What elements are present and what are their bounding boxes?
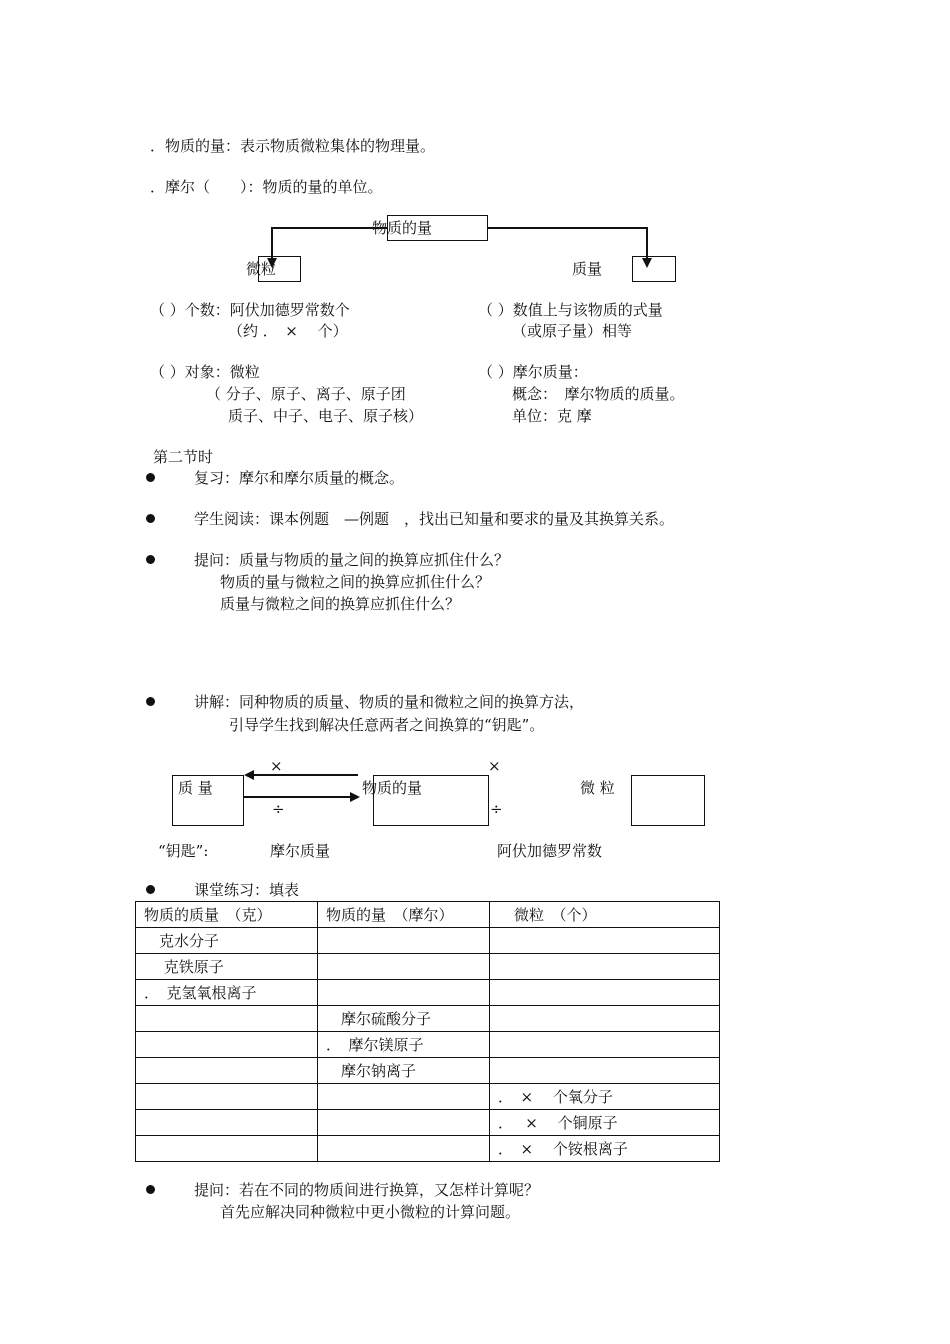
table-cell[interactable]: ． 摩尔镁原子 — [318, 1032, 490, 1058]
final-question-1: 提问：若在不同的物质间进行换算，又怎样计算呢？ — [194, 1181, 540, 1199]
table-cell[interactable] — [490, 1058, 720, 1084]
table-row — [136, 928, 720, 954]
lesson-heading: 第二节时 — [153, 448, 214, 466]
question-text-2: 物质的量与微粒之间的换算应抓住什么？ — [220, 573, 491, 591]
object-list-1: （ 分子、原子、离子、原子团 — [206, 385, 406, 403]
amount-label: 物质的量 — [372, 219, 433, 237]
object-list-2: 质子、中子、电子、原子核） — [228, 407, 424, 425]
table-cell[interactable] — [136, 1084, 318, 1110]
table-cell[interactable] — [318, 1084, 490, 1110]
divide-sign: ÷ — [272, 800, 285, 818]
key-molar-mass: 摩尔质量 — [270, 842, 331, 860]
header-particles: 微粒 （个） — [490, 902, 720, 928]
key-label: “钥匙”: — [158, 842, 209, 860]
particle-label: 微粒 — [246, 260, 277, 278]
table-cell[interactable] — [318, 1110, 490, 1136]
table-cell[interactable] — [318, 928, 490, 954]
review-text: 复习：摩尔和摩尔质量的概念。 — [194, 469, 405, 487]
bullet-icon — [146, 885, 155, 894]
molar-mass-line: （ ）摩尔质量： — [478, 363, 588, 381]
mass-box-label: 质 量 — [178, 779, 213, 797]
count-approx: （约 ． × 个） — [228, 322, 348, 340]
table-cell[interactable]: ． 克氢氧根离子 — [136, 980, 318, 1006]
value-line: （ ）数值上与该物质的式量 — [478, 301, 663, 319]
table-cell[interactable] — [136, 1058, 318, 1084]
table-cell[interactable] — [490, 928, 720, 954]
header-mass: 物质的质量 （克） — [136, 902, 318, 928]
practice-title: 课堂练习：填表 — [194, 881, 300, 899]
table-cell[interactable] — [490, 1006, 720, 1032]
question-text-1: 提问：质量与物质的量之间的换算应抓住什么？ — [194, 551, 510, 569]
explain-text-2: 引导学生找到解决任意两者之间换算的“钥匙”。 — [229, 716, 545, 734]
table-cell[interactable] — [318, 1136, 490, 1162]
explain-text-1: 讲解：同种物质的质量、物质的量和微粒之间的换算方法， — [194, 693, 585, 711]
table-cell[interactable] — [490, 1032, 720, 1058]
table-cell[interactable] — [136, 1006, 318, 1032]
header-amount: 物质的量 （摩尔） — [318, 902, 490, 928]
multiply-sign: × — [488, 757, 501, 775]
table-row — [136, 1084, 720, 1110]
reading-text: 学生阅读：课本例题 —例题 ，找出已知量和要求的量及其换算关系。 — [194, 510, 675, 528]
count-line: （ ）个数：阿伏加德罗常数个 — [150, 301, 350, 319]
table-cell[interactable] — [490, 954, 720, 980]
table-cell[interactable]: 克铁原子 — [136, 954, 318, 980]
table-row — [136, 954, 720, 980]
table-row — [136, 1032, 720, 1058]
question-text-3: 质量与微粒之间的换算应抓住什么？ — [220, 595, 461, 613]
table-cell[interactable]: 摩尔硫酸分子 — [318, 1006, 490, 1032]
table-cell[interactable] — [136, 1136, 318, 1162]
definition-amount: ．物质的量：表示物质微粒集体的物理量。 — [150, 137, 436, 155]
practice-table — [135, 901, 720, 1162]
table-cell[interactable]: 摩尔钠离子 — [318, 1058, 490, 1084]
table-cell[interactable]: ． × 个铜原子 — [490, 1110, 720, 1136]
multiply-sign: × — [270, 757, 283, 775]
molar-mass-concept: 概念： 摩尔物质的质量。 — [512, 385, 685, 403]
table-row — [136, 1136, 720, 1162]
table-cell[interactable] — [318, 980, 490, 1006]
amount-box-label: 物质的量 — [362, 779, 423, 797]
table-cell[interactable] — [136, 1032, 318, 1058]
table-row — [136, 1110, 720, 1136]
table-row — [136, 980, 720, 1006]
table-row — [136, 1006, 720, 1032]
table-row — [136, 1058, 720, 1084]
table-cell[interactable]: ． × 个氧分子 — [490, 1084, 720, 1110]
table-cell[interactable]: ． × 个铵根离子 — [490, 1136, 720, 1162]
table-cell[interactable] — [318, 954, 490, 980]
table-cell[interactable] — [490, 980, 720, 1006]
mass-label: 质量 — [572, 260, 603, 278]
particle-box-label: 微 粒 — [580, 779, 615, 797]
table-header-row — [136, 902, 720, 928]
table-cell[interactable]: 克水分子 — [136, 928, 318, 954]
value-line-2: （或原子量）相等 — [512, 322, 633, 340]
key-avogadro: 阿伏加德罗常数 — [497, 842, 603, 860]
table-cell[interactable] — [136, 1110, 318, 1136]
object-line: （ ）对象：微粒 — [150, 363, 260, 381]
definition-mole: ．摩尔（ ）：物质的量的单位。 — [150, 178, 383, 196]
bullet-icon — [146, 1185, 155, 1194]
final-question-2: 首先应解决同种微粒中更小微粒的计算问题。 — [220, 1203, 521, 1221]
molar-mass-unit: 单位：克 摩 — [512, 407, 592, 425]
divide-sign: ÷ — [490, 800, 503, 818]
